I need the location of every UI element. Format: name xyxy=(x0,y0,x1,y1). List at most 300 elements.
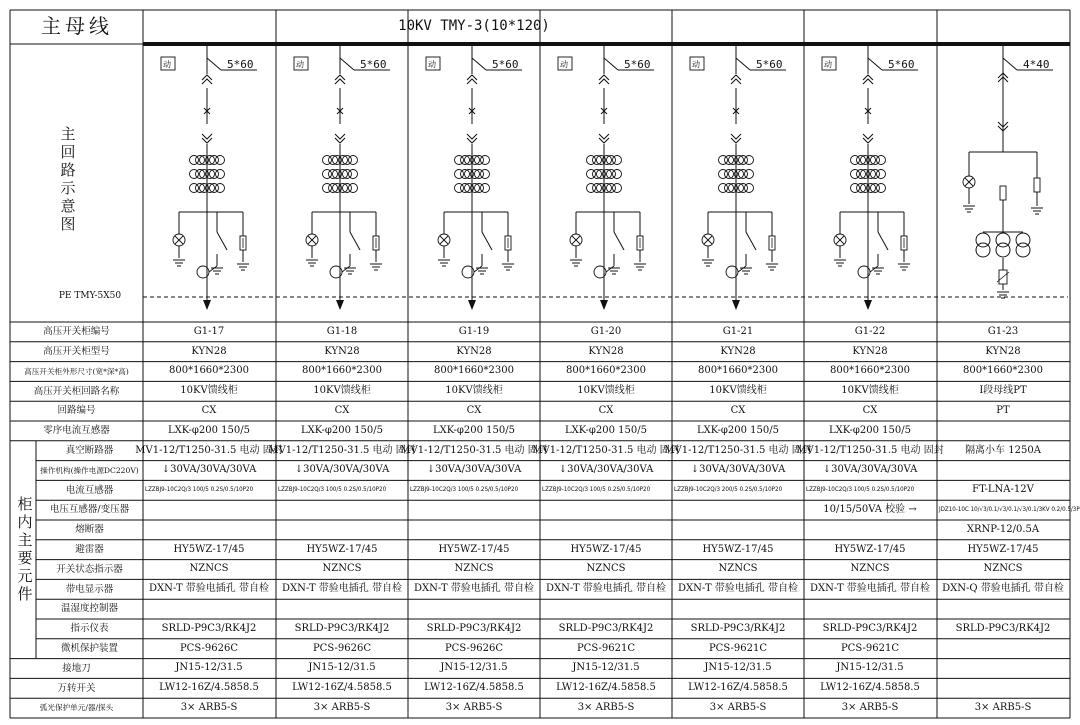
ct-coil xyxy=(613,170,622,179)
table-cell: MV1-12/T1250-31.5 电动 固封 xyxy=(796,444,944,456)
ct-coil xyxy=(735,184,744,193)
table-cell: NZNCS xyxy=(718,563,758,575)
ct-coil xyxy=(877,156,886,165)
table-cell: LXK-φ200 150/5 xyxy=(301,424,383,436)
lamp-cross xyxy=(965,178,973,186)
ct-coil xyxy=(593,184,602,193)
indicator-lamp xyxy=(438,234,450,246)
row-label: 高压开关柜外形尺寸(宽*深*高) xyxy=(24,366,129,376)
ct-coil xyxy=(481,170,490,179)
main-bus-title: 主母线 xyxy=(41,14,113,38)
ct-coil xyxy=(200,156,209,165)
table-cell xyxy=(672,500,804,520)
box-dong-text: 动 xyxy=(824,60,832,69)
ct-coil xyxy=(871,184,880,193)
row-label: 指示仪表 xyxy=(70,623,109,635)
table-cell xyxy=(937,659,1069,679)
table-cell xyxy=(672,599,804,619)
table-cell: LW12-16Z/4.5858.5 xyxy=(820,682,920,694)
pt-lamp xyxy=(963,176,975,188)
table-cell: 800*1660*2300 xyxy=(566,365,646,377)
table-cell: LW12-16Z/4.5858.5 xyxy=(292,682,392,694)
pt-arrester xyxy=(1034,178,1040,192)
plug-chevron xyxy=(335,134,345,139)
lamp-cross xyxy=(704,236,712,244)
cable-spec: 5*60 xyxy=(492,58,519,71)
earth-switch xyxy=(878,232,888,250)
table-cell: DXN-T 带验电插孔 带自检 xyxy=(149,583,269,595)
outgoing-arrow xyxy=(336,300,344,310)
surge-arrester xyxy=(505,236,511,250)
row-label: 温湿度控制器 xyxy=(60,603,118,615)
table-cell: Ⅰ段母线PT xyxy=(979,385,1027,397)
row-label: 高压开关柜编号 xyxy=(43,326,110,338)
table-cell: 10KV馈线柜 xyxy=(313,385,371,397)
ct-coil xyxy=(603,156,612,165)
table-cell: 10KV馈线柜 xyxy=(709,385,767,397)
ct-coil xyxy=(461,170,470,179)
table-cell: DXN-T 带验电插孔 带自检 xyxy=(810,583,930,595)
table-cell: KYN28 xyxy=(985,345,1021,357)
plug-chevron xyxy=(467,134,477,139)
table-cell xyxy=(276,520,408,540)
ct-coil xyxy=(719,170,728,179)
ct-coil xyxy=(455,156,464,165)
table-cell: LXK-φ200 150/5 xyxy=(433,424,515,436)
ct-coil xyxy=(613,184,622,193)
table-cell: PCS-9626C xyxy=(179,642,239,654)
ct-coil xyxy=(607,170,616,179)
feeder-diagram xyxy=(822,46,918,310)
ct-coil xyxy=(200,184,209,193)
plug-chevron xyxy=(335,75,345,80)
row-label: 微机保护装置 xyxy=(60,642,118,654)
table-cell xyxy=(143,520,275,540)
plug-chevron xyxy=(731,75,741,80)
table-cell xyxy=(276,500,408,520)
plug-chevron xyxy=(863,75,873,80)
zero-seq-ct xyxy=(726,266,738,278)
table-cell: PCS-9621C xyxy=(576,642,636,654)
feeder-diagram xyxy=(294,46,390,310)
ct-coil xyxy=(861,156,870,165)
ct-coil xyxy=(329,170,338,179)
table-cell: HY5WZ-17/45 xyxy=(702,543,774,555)
ct-coil xyxy=(877,170,886,179)
ct-coil xyxy=(729,156,738,165)
outgoing-arrow xyxy=(600,300,608,310)
ct-coil xyxy=(206,156,215,165)
row-label: 电流互感器 xyxy=(65,484,114,496)
ct-coil xyxy=(196,170,205,179)
table-cell: MV1-12/T1250-31.5 电动 固封 xyxy=(532,444,680,456)
ct-coil xyxy=(343,156,352,165)
table-cell xyxy=(937,421,1069,441)
table-cell: XRNP-12/0.5A xyxy=(966,523,1040,535)
plug-chevron xyxy=(335,79,345,84)
table-cell: 10KV馈线柜 xyxy=(841,385,899,397)
ct-coil xyxy=(455,170,464,179)
table-cell: DXN-Q 带验电插孔 带自检 xyxy=(942,583,1064,595)
plug-chevron xyxy=(998,77,1008,82)
plug-chevron xyxy=(202,79,212,84)
feeder-diagram xyxy=(558,46,654,310)
cable-spec: 5*60 xyxy=(360,58,387,71)
table-cell xyxy=(540,599,672,619)
ct-coil xyxy=(593,156,602,165)
plug-chevron xyxy=(467,75,477,80)
ct-coil xyxy=(745,156,754,165)
cable-tag-line xyxy=(604,58,618,70)
box-dong xyxy=(558,57,572,70)
breaker-mark xyxy=(865,108,871,114)
table-cell: 800*1660*2300 xyxy=(963,365,1043,377)
plug-chevron xyxy=(731,138,741,143)
ct-coil xyxy=(851,156,860,165)
ct-coil xyxy=(210,184,219,193)
zero-seq-ct xyxy=(858,266,870,278)
table-cell: JDZ10-10C 10/√3/0.1/√3/0.1/√3/0.1/3KV 0.2/0.5/3P xyxy=(939,505,1080,513)
table-cell: PCS-9621C xyxy=(708,642,768,654)
ct-coil xyxy=(735,156,744,165)
pt-diagram xyxy=(963,46,1053,298)
ct-coil xyxy=(739,170,748,179)
breaker-mark xyxy=(733,108,739,114)
pt-coil xyxy=(976,243,990,257)
plug-chevron xyxy=(202,138,212,143)
lamp-cross xyxy=(175,236,183,244)
ct-coil xyxy=(857,170,866,179)
table-cell: LZZBJ9-10C2Q/3 100/5 0.2S/0.5/10P20 xyxy=(145,486,254,494)
pt-coil xyxy=(1016,243,1030,257)
table-cell: LXK-φ200 150/5 xyxy=(168,424,250,436)
row-label: 带电显示器 xyxy=(65,583,114,595)
table-cell: JN15-12/31.5 xyxy=(308,662,376,674)
earth-switch xyxy=(482,232,492,250)
breaker-mark xyxy=(601,108,607,114)
cabinet-components-label: 柜内主要元件 xyxy=(15,496,34,604)
zero-seq-tap xyxy=(738,266,746,272)
ct-coil xyxy=(210,156,219,165)
table-cell: 3× ARB5-S xyxy=(709,702,767,714)
ct-coil xyxy=(729,184,738,193)
zero-seq-ct xyxy=(330,266,342,278)
ct-coil xyxy=(190,184,199,193)
ct-coil xyxy=(196,156,205,165)
table-cell: LW12-16Z/4.5858.5 xyxy=(688,682,788,694)
breaker-mark xyxy=(469,108,475,114)
table-cell: NZNCS xyxy=(983,563,1023,575)
ct-coil xyxy=(613,156,622,165)
table-cell: NZNCS xyxy=(322,563,362,575)
row-label: 熔断器 xyxy=(75,524,104,536)
table-cell: ↓30VA/30VA/30VA xyxy=(558,464,654,476)
pt-coil xyxy=(996,233,1010,247)
ct-coil xyxy=(597,156,606,165)
breaker-mark xyxy=(204,108,210,114)
table-cell: PCS-9626C xyxy=(312,642,372,654)
indicator-lamp xyxy=(306,234,318,246)
box-dong-text: 动 xyxy=(296,60,304,69)
outgoing-arrow xyxy=(203,300,211,310)
zero-seq-tap xyxy=(342,266,350,272)
lamp-cross xyxy=(704,236,712,244)
ct-coil xyxy=(455,184,464,193)
ct-coil xyxy=(851,170,860,179)
breaker-mark xyxy=(337,108,343,114)
earth-switch xyxy=(746,232,756,250)
ct-coil xyxy=(587,156,596,165)
table-cell xyxy=(276,599,408,619)
table-cell: 800*1660*2300 xyxy=(434,365,514,377)
bus-rating-label: 10KV TMY-3(10*120) xyxy=(398,18,550,34)
ct-coil xyxy=(745,184,754,193)
ct-coil xyxy=(725,170,734,179)
table-cell: HY5WZ-17/45 xyxy=(438,543,510,555)
table-cell: HY5WZ-17/45 xyxy=(834,543,906,555)
table-cell: JN15-12/31.5 xyxy=(440,662,508,674)
table-cell: ↓30VA/30VA/30VA xyxy=(822,464,918,476)
table-cell: SRLD-P9C3/RK4J2 xyxy=(690,622,786,634)
ct-coil xyxy=(329,184,338,193)
table-cell xyxy=(408,520,540,540)
indicator-lamp xyxy=(570,234,582,246)
box-dong xyxy=(426,57,440,70)
plug-chevron xyxy=(599,134,609,139)
resonance-eliminator xyxy=(999,270,1007,284)
row-label: 操作机构(操作电源DC220V) xyxy=(40,465,139,475)
table-cell: SRLD-P9C3/RK4J2 xyxy=(955,622,1051,634)
table-cell: 3× ARB5-S xyxy=(445,702,503,714)
table-cell: HY5WZ-17/45 xyxy=(570,543,642,555)
table-cell: LW12-16Z/4.5858.5 xyxy=(424,682,524,694)
ct-coil xyxy=(200,170,209,179)
ct-coil xyxy=(323,156,332,165)
zero-seq-ct xyxy=(462,266,474,278)
ct-coil xyxy=(349,170,358,179)
pt-coil xyxy=(976,233,990,247)
cable-spec: 5*60 xyxy=(888,58,915,71)
surge-arrester xyxy=(901,236,907,250)
ct-coil xyxy=(877,184,886,193)
ct-coil xyxy=(349,184,358,193)
table-cell xyxy=(937,461,1069,481)
table-cell: LXK-φ200 150/5 xyxy=(565,424,647,436)
table-cell xyxy=(143,599,275,619)
table-cell: CX xyxy=(730,405,746,417)
ct-coil xyxy=(216,170,225,179)
breaker-mark xyxy=(204,108,210,114)
table-cell xyxy=(804,520,936,540)
row-label: 高压开关柜型号 xyxy=(43,345,110,357)
ct-coil xyxy=(725,184,734,193)
cable-tag-line xyxy=(207,58,221,70)
table-cell: 800*1660*2300 xyxy=(169,365,249,377)
table-cell xyxy=(672,520,804,540)
table-cell: JN15-12/31.5 xyxy=(704,662,772,674)
table-cell: HY5WZ-17/45 xyxy=(306,543,378,555)
table-cell: DXN-T 带验电插孔 带自检 xyxy=(414,583,534,595)
lamp-cross xyxy=(965,178,973,186)
box-dong xyxy=(690,57,704,70)
zero-seq-ct xyxy=(197,266,209,278)
ct-coil xyxy=(587,170,596,179)
table-cell: LZZBJ9-10C2Q/3 100/5 0.2S/0.5/10P20 xyxy=(806,486,915,494)
ct-coil xyxy=(333,184,342,193)
table-cell: 隔离小车 1250A xyxy=(965,444,1041,456)
ct-coil xyxy=(603,170,612,179)
cable-spec: 5*60 xyxy=(756,58,783,71)
ct-coil xyxy=(475,156,484,165)
box-dong-text: 动 xyxy=(163,60,171,69)
resistor-arrow xyxy=(997,272,1009,282)
ct-coil xyxy=(216,184,225,193)
zero-seq-tap xyxy=(870,266,878,272)
row-label: 零序电流互感器 xyxy=(43,425,110,437)
feeder-diagram xyxy=(161,46,257,310)
ct-coil xyxy=(857,156,866,165)
ct-coil xyxy=(216,156,225,165)
plug-chevron xyxy=(335,138,345,143)
plug-chevron xyxy=(599,75,609,80)
table-cell xyxy=(143,500,275,520)
ct-coil xyxy=(867,156,876,165)
table-cell xyxy=(804,599,936,619)
table-cell: ↓30VA/30VA/30VA xyxy=(690,464,786,476)
box-dong-text: 动 xyxy=(560,60,568,69)
table-cell: JN15-12/31.5 xyxy=(175,662,243,674)
ct-coil xyxy=(465,184,474,193)
table-cell: G1-21 xyxy=(722,325,754,337)
earth-switch xyxy=(350,232,360,250)
cable-spec: 5*60 xyxy=(227,58,254,71)
table-cell: CX xyxy=(862,405,878,417)
table-cell: G1-23 xyxy=(987,325,1019,337)
lamp-cross xyxy=(836,236,844,244)
ct-coil xyxy=(745,170,754,179)
table-cell: CX xyxy=(334,405,350,417)
ct-coil xyxy=(481,184,490,193)
table-cell: LZZBJ9-10C2Q/3 100/5 0.2S/0.5/10P20 xyxy=(278,486,387,494)
plug-chevron xyxy=(731,134,741,139)
lamp-cross xyxy=(175,236,183,244)
ct-coil xyxy=(471,170,480,179)
table-cell: KYN28 xyxy=(456,345,492,357)
table-cell: MV1-12/T1250-31.5 电动 固封 xyxy=(400,444,548,456)
table-cell: HY5WZ-17/45 xyxy=(173,543,245,555)
ct-coil xyxy=(867,170,876,179)
plug-chevron xyxy=(202,134,212,139)
row-label: 避雷器 xyxy=(75,543,104,555)
surge-arrester xyxy=(240,236,246,250)
breaker-mark xyxy=(337,108,343,114)
table-cell: MV1-12/T1250-31.5 电动 固封 xyxy=(135,444,283,456)
earth-switch xyxy=(217,232,227,250)
table-cell: LW12-16Z/4.5858.5 xyxy=(159,682,259,694)
box-dong xyxy=(822,57,836,70)
table-cell: DXN-T 带验电插孔 带自检 xyxy=(678,583,798,595)
table-cell: KYN28 xyxy=(720,345,756,357)
lamp-cross xyxy=(572,236,580,244)
row-label: 开关状态指示器 xyxy=(56,563,123,575)
ct-coil xyxy=(603,184,612,193)
plug-chevron xyxy=(202,75,212,80)
table-cell: LXK-φ200 150/5 xyxy=(697,424,779,436)
plug-chevron xyxy=(998,122,1008,127)
table-cell: CX xyxy=(201,405,217,417)
plug-chevron xyxy=(467,138,477,143)
table-cell: DXN-T 带验电插孔 带自检 xyxy=(282,583,402,595)
table-cell xyxy=(937,639,1069,659)
table-cell: 800*1660*2300 xyxy=(698,365,778,377)
table-cell: 3× ARB5-S xyxy=(974,702,1032,714)
table-cell: KYN28 xyxy=(852,345,888,357)
table-cell: LW12-16Z/4.5858.5 xyxy=(556,682,656,694)
ct-coil xyxy=(461,184,470,193)
table-cell: JN15-12/31.5 xyxy=(572,662,640,674)
plug-chevron xyxy=(998,73,1008,78)
ct-coil xyxy=(210,170,219,179)
ct-coil xyxy=(607,156,616,165)
row-label: 弧光保护单元/器/探头 xyxy=(39,703,114,713)
breaker-mark xyxy=(865,108,871,114)
ct-coil xyxy=(871,156,880,165)
table-cell: ↓30VA/30VA/30VA xyxy=(294,464,390,476)
table-cell: LZZBJ9-10C2Q/3 200/5 0.2S/0.5/10P20 xyxy=(674,486,783,494)
indicator-lamp xyxy=(702,234,714,246)
table-cell: 10KV馈线柜 xyxy=(577,385,635,397)
outgoing-arrow xyxy=(468,300,476,310)
ct-coil xyxy=(333,156,342,165)
cable-tag-line xyxy=(340,58,354,70)
table-cell: 10/15/50VA 校验 → xyxy=(823,504,917,516)
cable-spec-pt: 4*40 xyxy=(1023,58,1050,71)
ct-coil xyxy=(719,156,728,165)
ct-coil xyxy=(190,170,199,179)
ct-coil xyxy=(851,184,860,193)
table-cell: KYN28 xyxy=(324,345,360,357)
ct-coil xyxy=(339,170,348,179)
ct-coil xyxy=(471,184,480,193)
ct-coil xyxy=(481,156,490,165)
table-cell: HY5WZ-17/45 xyxy=(967,543,1039,555)
lamp-cross xyxy=(308,236,316,244)
table-cell: ↓30VA/30VA/30VA xyxy=(426,464,522,476)
zero-seq-tap xyxy=(474,266,482,272)
table-cell: 3× ARB5-S xyxy=(841,702,899,714)
table-cell: KYN28 xyxy=(588,345,624,357)
row-label: 真空断路器 xyxy=(65,444,114,456)
zero-seq-tap xyxy=(209,266,217,272)
outgoing-arrow xyxy=(732,300,740,310)
indicator-lamp xyxy=(173,234,185,246)
cable-spec: 5*60 xyxy=(624,58,651,71)
table-cell: 3× ARB5-S xyxy=(577,702,635,714)
box-dong xyxy=(294,57,308,70)
row-label: 回路编号 xyxy=(57,405,96,417)
table-cell: G1-19 xyxy=(458,325,490,337)
ct-coil xyxy=(461,156,470,165)
ct-coil xyxy=(857,184,866,193)
table-cell: 10KV馈线柜 xyxy=(445,385,503,397)
table-cell: PCS-9626C xyxy=(444,642,504,654)
table-cell: MV1-12/T1250-31.5 电动 固封 xyxy=(664,444,812,456)
feeder-diagram xyxy=(426,46,522,310)
breaker-mark xyxy=(733,108,739,114)
ct-coil xyxy=(465,170,474,179)
breaker-mark xyxy=(469,108,475,114)
table-cell: LZZBJ9-10C2Q/3 100/5 0.2S/0.5/10P20 xyxy=(410,486,519,494)
